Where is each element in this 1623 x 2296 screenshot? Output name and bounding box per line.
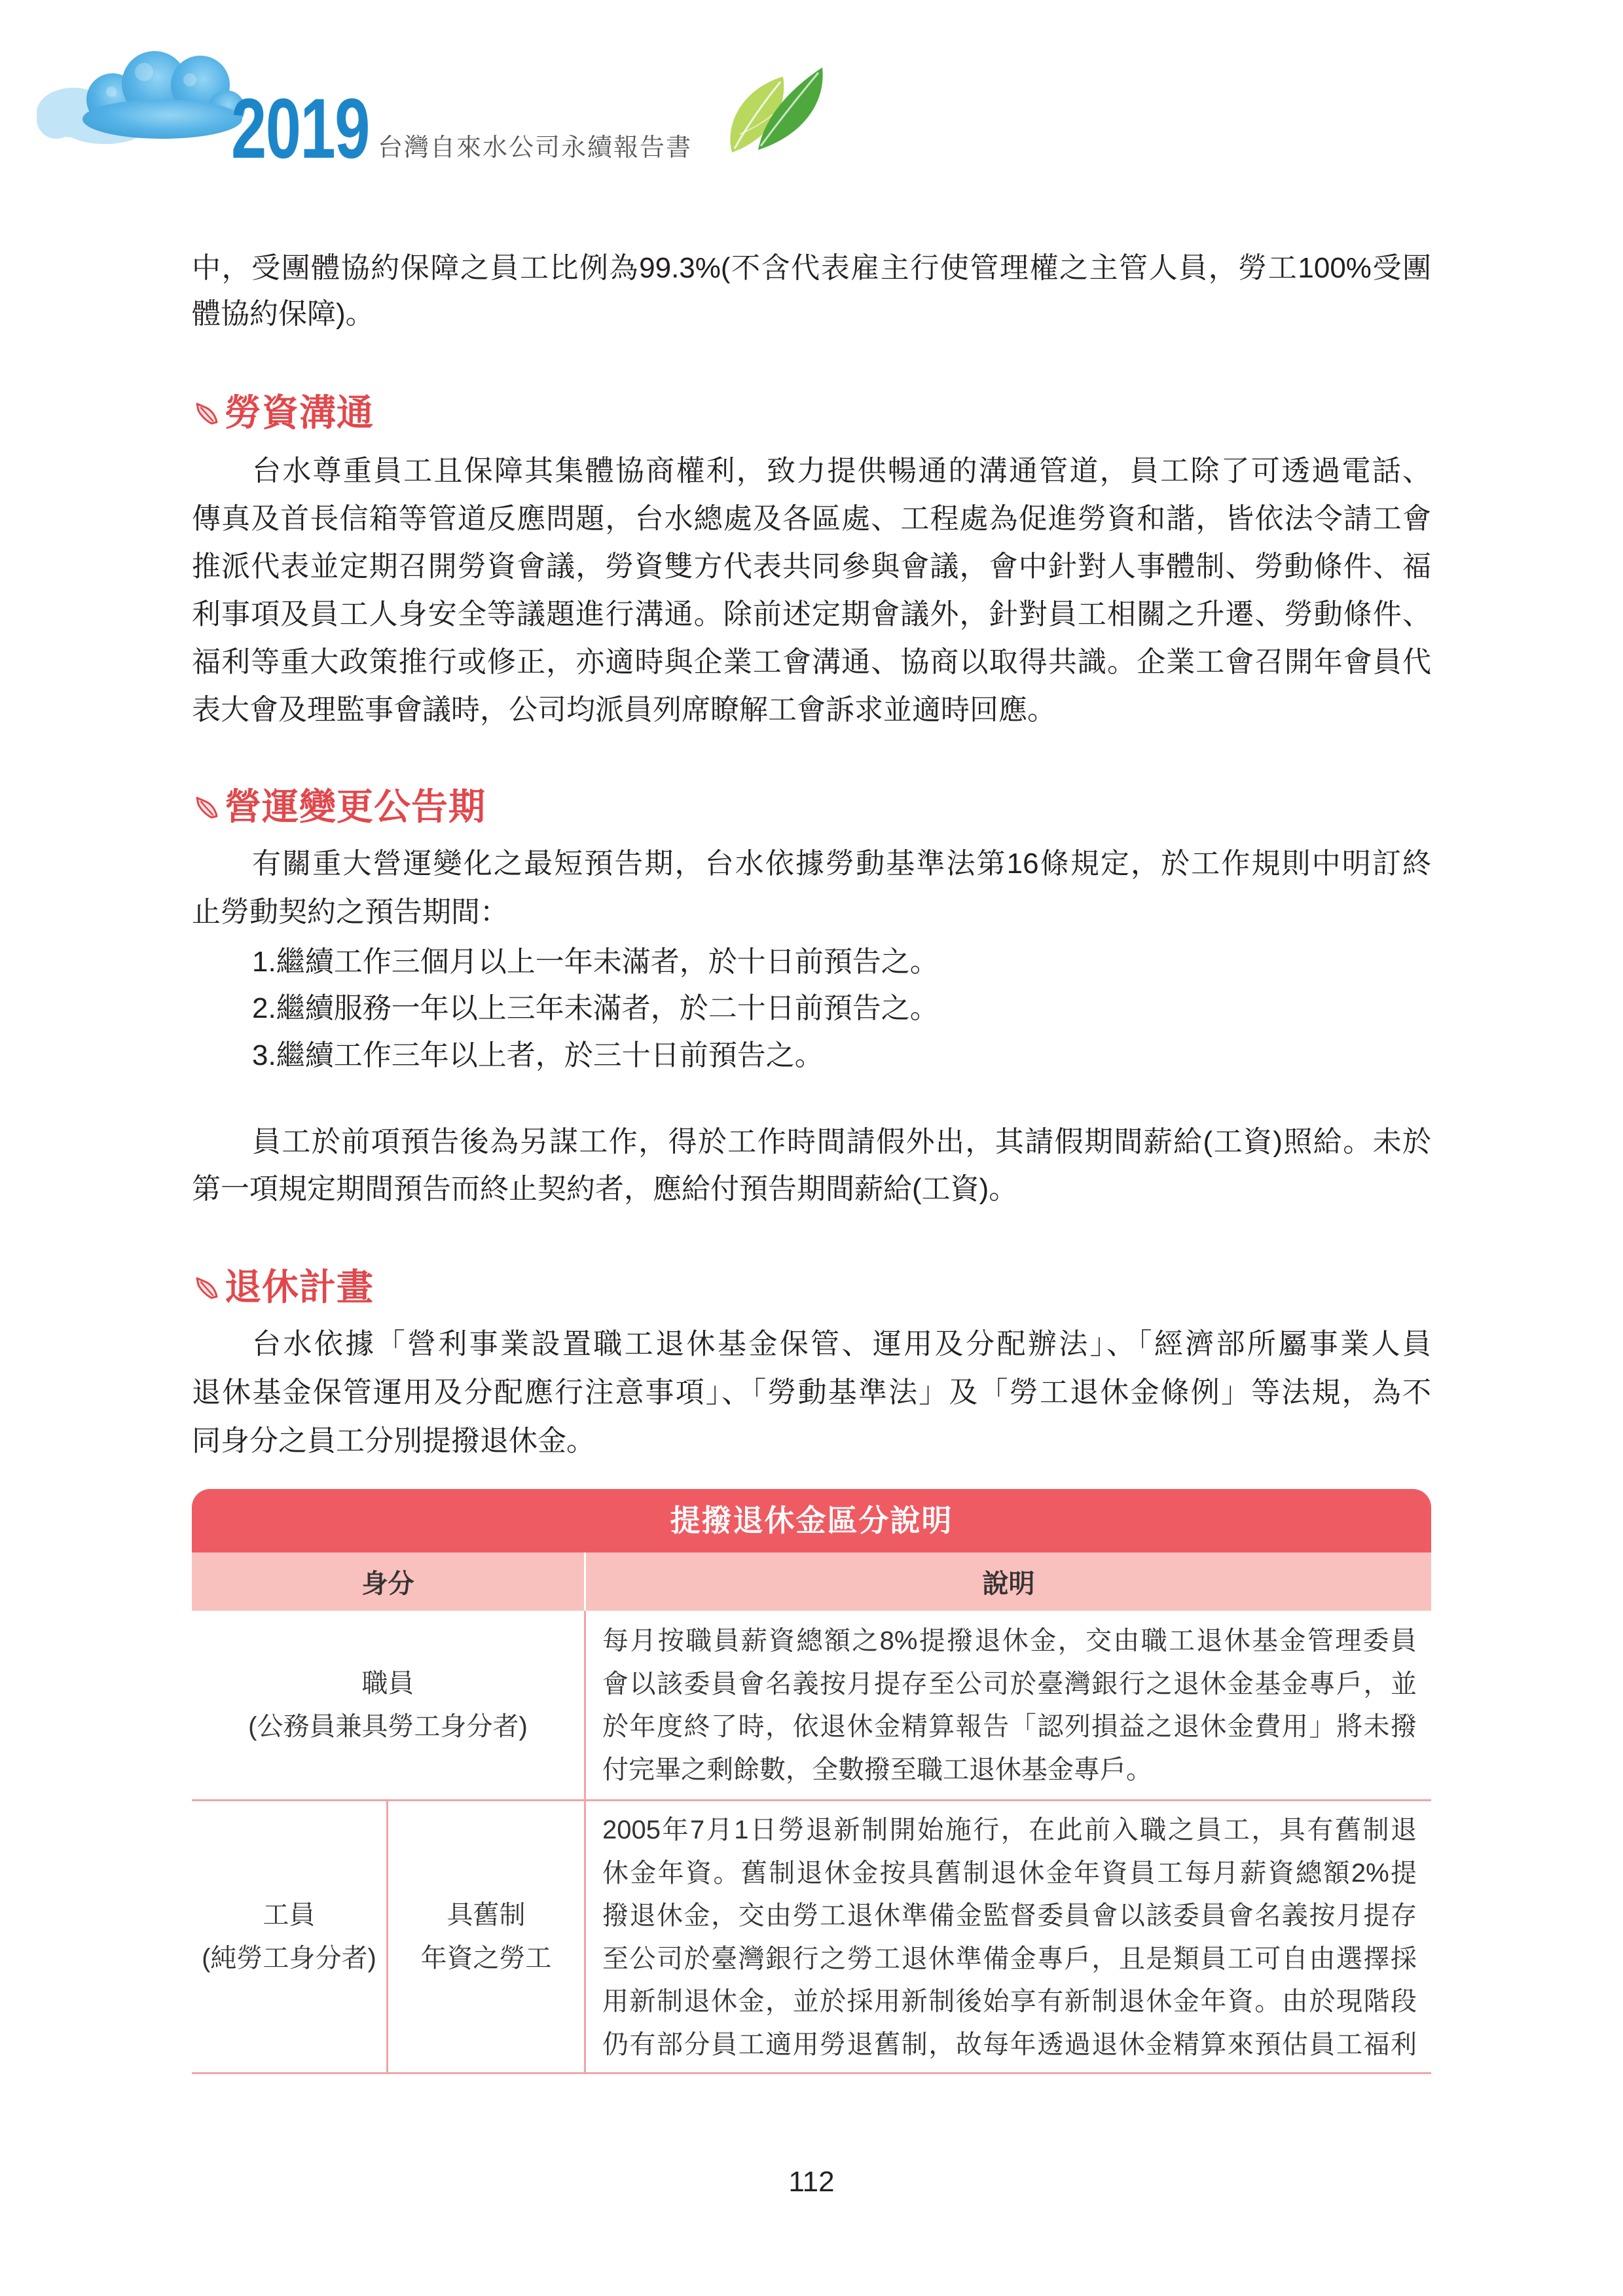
description-line: 仍有部分員工適用勞退舊制，故每年透過退休金精算來預估員工福利 [602, 2030, 1417, 2059]
paragraph-line: 員工於前項預告後為另謀工作，得於工作時間請假外出，其請假期間薪給(工資)照給。未於 [252, 1126, 1431, 1158]
sub-identity-label: 具舊制 [447, 1901, 526, 1929]
quill-icon [192, 1273, 221, 1302]
paragraph-line: 台水尊重員工且保障其集體協商權利，致力提供暢通的溝通管道，員工除了可透過電話、 [252, 455, 1431, 487]
paragraph-line: 推派代表並定期召開勞資會議，勞資雙方代表共同參與會議，會中針對人事體制、勞動條件、福 [192, 550, 1431, 583]
paragraph-line: 表大會及理監事會議時，公司均派員列席瞭解工會訴求並適時回應。 [192, 694, 1056, 726]
section-heading-text: 退休計畫 [225, 1266, 374, 1308]
section-heading-retirement-plan [192, 1264, 374, 1311]
report-year: 2019 [231, 81, 369, 176]
table-header-row [192, 1552, 1431, 1611]
section-heading-labor-communication [192, 389, 374, 437]
table-row [192, 1801, 1431, 2074]
description-line: 至公司於臺灣銀行之勞工退休準備金專戶，且是類員工可自由選擇採 [602, 1944, 1417, 1973]
column-header-identity: 身分 [192, 1552, 586, 1611]
paragraph-line: 體協約保障)。 [192, 298, 374, 330]
section-heading-text: 營運變更公告期 [225, 786, 486, 827]
page-number: 112 [788, 2166, 835, 2198]
description-line: 用新制退休金，並於採用新制後始享有新制退休金年資。由於現階段 [602, 1987, 1417, 2016]
report-title: 台灣自來水公司永續報告書 [378, 134, 693, 162]
section-heading-notice-period [192, 783, 486, 831]
paragraph-line: 同身分之員工分別提撥退休金。 [192, 1425, 595, 1457]
list-item: 2.繼續服務一年以上三年未滿者，於二十日前預告之。 [252, 992, 939, 1024]
description-line: 每月按職員薪資總額之8%提撥退休金，交由職工退休基金管理委員 [602, 1626, 1417, 1655]
paragraph-line: 第一項規定期間預告而終止契約者，應給付預告期間薪給(工資)。 [192, 1173, 1018, 1205]
description-cell [586, 1611, 1431, 1799]
pension-table [192, 1489, 1431, 2074]
section-heading-text: 勞資溝通 [225, 392, 374, 433]
paragraph-line: 退休基金保管運用及分配應行注意事項」、「勞動基準法」及「勞工退休金條例」等法規，為不 [192, 1376, 1431, 1408]
description-line: 會以該委員會名義按月提存至公司於臺灣銀行之退休金基金專戶，並 [602, 1669, 1417, 1698]
description-line: 撥退休金，交由勞工退休準備金監督委員會以該委員會名義按月提存 [602, 1901, 1417, 1930]
description-cell [586, 1801, 1431, 2072]
paragraph-line: 止勞動契約之預告期間： [192, 896, 509, 928]
table-row [192, 1611, 1431, 1801]
cloud-icon [33, 46, 249, 154]
paragraph-line: 福利等重大政策推行或修正，亦適時與企業工會溝通、協商以取得共識。企業工會召開年會員代 [192, 646, 1431, 678]
description-line: 於年度終了時，依退休金精算報告「認列損益之退休金費用」將未撥 [602, 1712, 1417, 1741]
list-item: 3.繼續工作三年以上者，於三十日前預告之。 [252, 1039, 824, 1071]
list-item: 1.繼續工作三個月以上一年未滿者，於十日前預告之。 [252, 946, 939, 978]
identity-note: (公務員兼具勞工身分者) [248, 1712, 528, 1741]
sub-identity-note: 年資之勞工 [420, 1944, 552, 1973]
description-line: 2005年7月1日勞退新制開始施行，在此前入職之員工，具有舊制退 [602, 1816, 1417, 1844]
quill-icon [192, 399, 221, 427]
description-line: 休金年資。舊制退休金按具舊制退休金年資員工每月薪資總額2%提 [602, 1858, 1417, 1888]
leaf-icon [720, 62, 828, 157]
paragraph-line: 台水依據「營利事業設置職工退休基金保管、運用及分配辦法」、「經濟部所屬事業人員 [252, 1328, 1431, 1360]
quill-icon [192, 793, 221, 821]
description-line: 付完畢之剩餘數，全數撥至職工退休基金專戶。 [602, 1755, 1152, 1784]
paragraph-line: 利事項及員工人身安全等議題進行溝通。除前述定期會議外，針對員工相關之升遷、勞動條件、 [192, 598, 1431, 630]
paragraph-line: 傳真及首長信箱等管道反應問題，台水總處及各區處、工程處為促進勞資和諧，皆依法令請工會 [192, 503, 1431, 535]
table-title: 提撥退休金區分說明 [192, 1489, 1431, 1552]
identity-note: (純勞工身分者) [202, 1944, 376, 1973]
column-header-description: 說明 [982, 1570, 1035, 1598]
sub-identity-cell [388, 1801, 586, 2072]
paragraph-line: 有關重大營運變化之最短預告期，台水依據勞動基準法第16條規定，於工作規則中明訂終 [252, 848, 1431, 880]
identity-label: 職員 [361, 1669, 414, 1698]
identity-cell [192, 1611, 586, 1799]
identity-cell [192, 1801, 388, 2072]
paragraph-line: 中，受團體協約保障之員工比例為99.3%(不含代表雇主行使管理權之主管人員，勞工100%受團 [192, 252, 1431, 284]
identity-label: 工員 [263, 1901, 316, 1929]
